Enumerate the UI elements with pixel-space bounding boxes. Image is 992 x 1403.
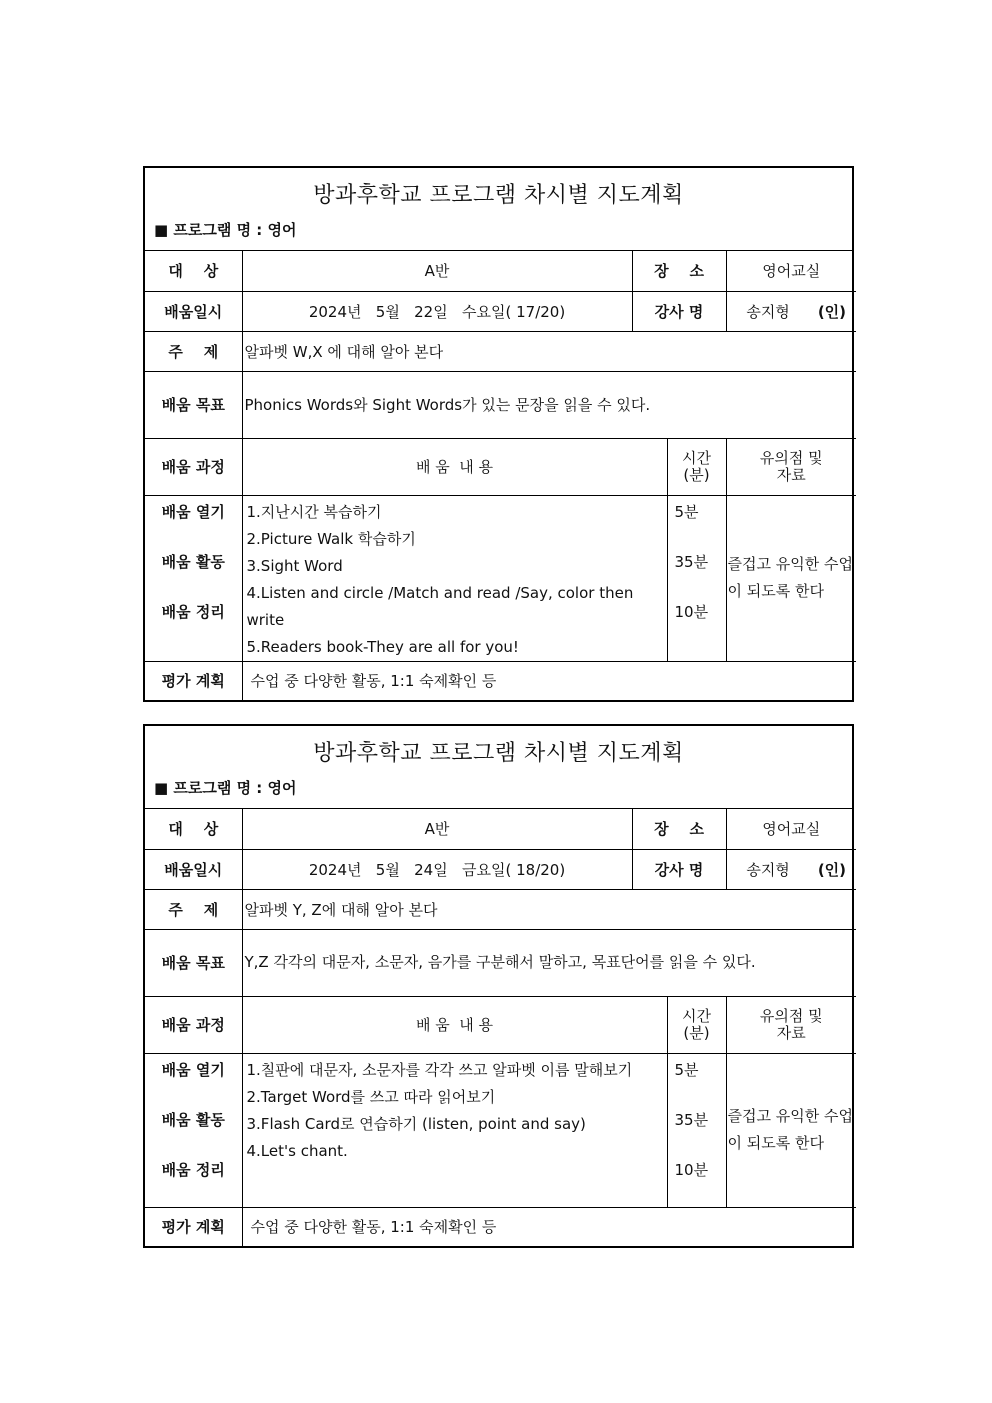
phase-activity: 배움 활동 <box>161 1110 225 1129</box>
phase-column <box>145 495 242 661</box>
phase-closing: 배움 정리 <box>161 1160 225 1179</box>
place-label: 장 소 <box>632 251 726 291</box>
target-label: 대 상 <box>145 251 242 291</box>
plan-table <box>145 251 856 700</box>
eval-label: 평가 계획 <box>145 1207 242 1246</box>
steps-cell <box>242 1053 667 1207</box>
time-column <box>667 1053 726 1207</box>
notes-value: 즐겁고 유익한 수업이 되도록 한다 <box>726 1053 856 1207</box>
target-value: A반 <box>242 251 632 291</box>
date-value: 2024년 5월 22일 수요일( 17/20) <box>242 291 632 331</box>
process-label: 배움 과정 <box>145 996 242 1053</box>
time-opening: 5분 <box>674 1060 699 1079</box>
time-column <box>667 495 726 661</box>
topic-value: 알파벳 Y, Z에 대해 알아 본다 <box>242 889 856 929</box>
time-activity: 35분 <box>674 552 709 571</box>
teacher-cell <box>726 291 856 331</box>
process-label: 배움 과정 <box>145 438 242 495</box>
date-label: 배움일시 <box>145 849 242 889</box>
goal-value: Phonics Words와 Sight Words가 있는 문장을 읽을 수 있다. <box>242 371 856 438</box>
teacher-label: 강사 명 <box>632 291 726 331</box>
step-item: 5.Readers book-They are all for you! <box>246 637 519 656</box>
eval-value: 수업 중 다양한 활동, 1:1 숙제확인 등 <box>242 1207 856 1246</box>
time-header: 시간 (분) <box>667 996 726 1053</box>
time-activity: 35분 <box>674 1110 709 1129</box>
plan-title: 방과후학교 프로그램 차시별 지도계획 <box>313 741 684 766</box>
plan-title: 방과후학교 프로그램 차시별 지도계획 <box>313 183 684 208</box>
step-item: 1.지난시간 복습하기 <box>246 502 382 521</box>
place-value: 영어교실 <box>726 251 856 291</box>
notes-header: 유의점 및 자료 <box>726 438 856 495</box>
phase-opening: 배움 열기 <box>161 1060 225 1079</box>
step-item: 3.Flash Card로 연습하기 (listen, point and say) <box>246 1114 586 1133</box>
lesson-plan-1 <box>143 166 854 702</box>
teacher-label: 강사 명 <box>632 849 726 889</box>
step-item: 3.Sight Word <box>246 556 343 575</box>
target-label: 대 상 <box>145 809 242 849</box>
teacher-name: 송지형 <box>746 302 790 321</box>
target-value: A반 <box>242 809 632 849</box>
seal-mark: (인) <box>817 302 847 321</box>
time-closing: 10분 <box>674 602 709 621</box>
program-name: ■ 프로그램 명 : 영어 <box>154 779 297 797</box>
step-item: 4.Let's chant. <box>246 1141 348 1160</box>
teacher-cell <box>726 849 856 889</box>
phase-closing: 배움 정리 <box>161 602 225 621</box>
notes-value: 즐겁고 유익한 수업이 되도록 한다 <box>726 495 856 661</box>
step-item: 2.Picture Walk 학습하기 <box>246 529 416 548</box>
seal-mark: (인) <box>817 860 847 879</box>
topic-label: 주 제 <box>145 889 242 929</box>
step-item: 1.칠판에 대문자, 소문자를 각각 쓰고 알파벳 이름 말해보기 <box>246 1060 633 1079</box>
program-name: ■ 프로그램 명 : 영어 <box>154 221 297 239</box>
time-opening: 5분 <box>674 502 699 521</box>
notes-header: 유의점 및 자료 <box>726 996 856 1053</box>
place-value: 영어교실 <box>726 809 856 849</box>
content-header: 배 움 내 용 <box>242 438 667 495</box>
plan-header <box>145 168 852 251</box>
topic-value: 알파벳 W,X 에 대해 알아 본다 <box>242 331 856 371</box>
teacher-name: 송지형 <box>746 860 790 879</box>
plan-table <box>145 809 856 1246</box>
topic-label: 주 제 <box>145 331 242 371</box>
phase-opening: 배움 열기 <box>161 502 225 521</box>
step-item: 4.Listen and circle /Match and read /Say, color then write <box>246 583 634 629</box>
date-label: 배움일시 <box>145 291 242 331</box>
goal-label: 배움 목표 <box>145 371 242 438</box>
place-label: 장 소 <box>632 809 726 849</box>
content-header: 배 움 내 용 <box>242 996 667 1053</box>
lesson-plan-2 <box>143 724 854 1248</box>
time-closing: 10분 <box>674 1160 709 1179</box>
phase-column <box>145 1053 242 1207</box>
step-item: 2.Target Word를 쓰고 따라 읽어보기 <box>246 1087 496 1106</box>
goal-label: 배움 목표 <box>145 929 242 996</box>
date-value: 2024년 5월 24일 금요일( 18/20) <box>242 849 632 889</box>
phase-activity: 배움 활동 <box>161 552 225 571</box>
eval-value: 수업 중 다양한 활동, 1:1 숙제확인 등 <box>242 661 856 700</box>
goal-value: Y,Z 각각의 대문자, 소문자, 음가를 구분해서 말하고, 목표단어를 읽을 수 있다. <box>242 929 856 996</box>
plan-header <box>145 726 852 809</box>
eval-label: 평가 계획 <box>145 661 242 700</box>
time-header: 시간 (분) <box>667 438 726 495</box>
steps-cell <box>242 495 667 661</box>
